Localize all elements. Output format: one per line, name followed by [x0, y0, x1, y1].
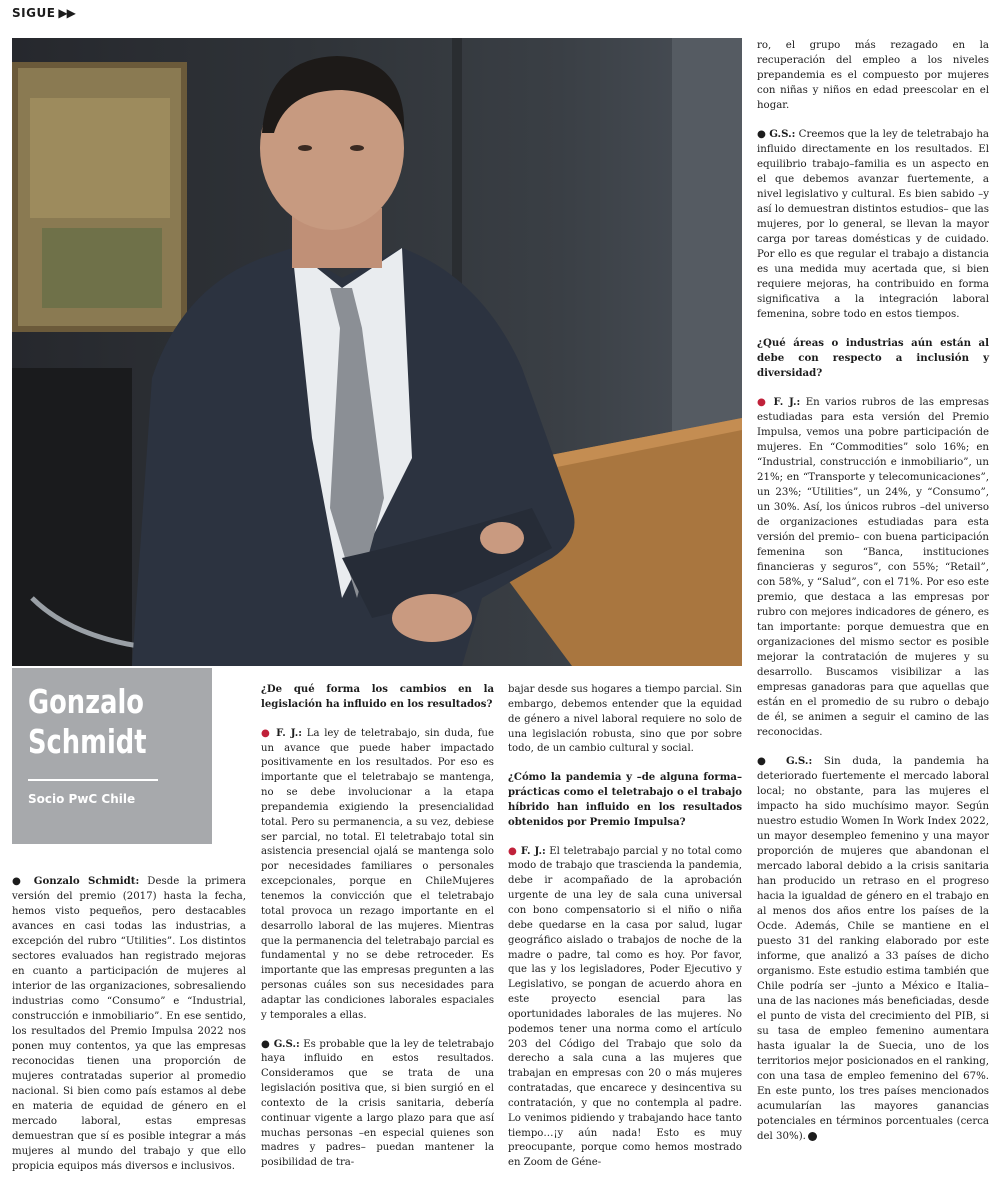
portrait-illustration — [12, 38, 742, 666]
answer-paragraph — [12, 874, 246, 1174]
text-column-3 — [508, 683, 742, 1171]
answer-text: El teletrabajo parcial y no total como modo de trabajo que trascienda la pandemia, debe ir acompañado de la aprobación urgente de una ley de sala cuna universal con bono compensatorio si el niño o niña debe quedarse en la casa por salud, lugar geográfico aislado o trabajos de noche de la madre o padre, tal como es hoy. Por favor, que las y los legisladores, Poder Ejecutivo y Legislativo, se pongan de acuerdo ahora en este proyecto esencial para las oportunidades laborales de las mujeres. No podemos tener una norma como el artículo 203 del Código del Trabajo que solo da derecho a sala cuna a las mujeres que trabajan en empresas con 20 o más mujeres contratadas, que encarece y desincentiva su contratación, y que no contempla al padre. Lo venimos pidiendo y trabajando hace tanto tiempo…¡y aún nada! Esto es muy preocupante, porque como hemos mostrado en Zoom de Géne- — [508, 845, 742, 1169]
last-name: Schmidt — [28, 722, 147, 761]
answer-paragraph — [508, 845, 742, 1172]
speaker-label: G.S.: — [769, 128, 796, 140]
answer-text: Desde la primera versión del premio (2017) hasta la fecha, hemos visto pequeños, pero destacables avances en casi todas las industrias, a excepción del rubro “Utilities”. Los distintos sectores evaluados han registrado mejoras en cuanto a participación de mujeres al interior de las organizaciones, sobresaliendo industrias como “Consumo” e “Industrial, construcción e inmobiliario”. En ese sentido, los resultados del Premio Impulsa 2022 nos ponen muy contentos, ya que las empresas reconocidas tienen una proporción de mujeres contratadas superior al promedio nacional. Si bien como país estamos al debe en materia de equidad de género en el mercado laboral, estas empresas demuestran que sí es posible integrar a más mujeres al mundo del trabajo y que ello propicia equipos más diversos e inclusivos. — [12, 876, 246, 1172]
answer-paragraph — [757, 395, 989, 740]
divider-rule — [28, 779, 158, 781]
bullet-icon: ● — [757, 129, 766, 140]
question-heading: ¿De qué forma los cambios en la legislación ha influido en los resultados? — [261, 684, 494, 710]
red-bullet-icon: ● — [757, 397, 769, 408]
answer-paragraph — [261, 1038, 494, 1172]
answer-paragraph — [757, 754, 989, 1144]
bullet-icon: ● — [12, 876, 26, 887]
text-column-2 — [261, 683, 494, 1171]
text-column-4 — [757, 38, 989, 1144]
sigue-text: SIGUE — [12, 6, 56, 20]
answer-text: La ley de teletrabajo, sin duda, fue un avance que puede haber impactado positivamente en los resultados. Por eso es importante que el teletrabajo se mantenga, no se debe involucionar a la etapa prepandemia exigiendo la presencialidad total. Pero su permanencia, a su vez, debiese ser parcial, no total. El teletrabajo total sin asistencia presencial ojalá se mantenga solo por necesidades familiares o personales excepcionales, porque en ChileMujeres tenemos la convicción que el teletrabajo total provoca un rezago importante en el desarrollo laboral de las mujeres. Mientras que la permanencia del teletrabajo parcial es fundamental y no se debe retroceder. Es importante que las empresas pregunten a las personas cuáles son sus necesidades para adaptar las condiciones laborales espaciales y temporales a ellas. — [261, 727, 494, 1021]
answer-text: Creemos que la ley de teletrabajo ha influido directamente en los resultados. El equilibrio trabajo–familia es un aspecto en el que debemos avanzar fuertemente, a nivel legislativo y cultural. Es bien sabido –y así lo demuestran distintos estudios– que las mujeres, por lo general, se llevan la mayor carga por tareas domésticas y de cuidado. Por ello es que regular el trabajo a distancia es una medida muy acertada que, si bien requiere mejoras, ha contribuido en forma significativa a la integración laboral femenina, sobre todo en estos tiempos. — [757, 129, 990, 320]
portrait-photo — [12, 38, 742, 666]
name-box — [12, 668, 212, 844]
answer-paragraph — [261, 727, 494, 1024]
first-name: Gonzalo — [28, 682, 145, 721]
bullet-icon: ● — [261, 1038, 271, 1050]
answer-text: En varios rubros de las empresas estudiadas para esta versión del Premio Impulsa, vemos una pobre participación de mujeres. En “Commodities” solo 16%; en “Industrial, construcción e inmobiliario”, un 21%; en “Transporte y telecomunicaciones”, un 23%; “Utilities”, un 24%, y “Consumo”, un 30%. Así, los únicos rubros –del universo de organizaciones estudiadas para esta versión del premio– con buena participación femenina son “Banca, instituciones financieras y seguros”, con 55%; “Retail”, con 58%, y “Salud”, con el 71%. Por eso este premio, que destaca a las empresas por rubro con mejores indicadores de género, es tan importante: porque demuestra que en organizaciones del mismo sector es posible mejorar la contratación de mujeres y su desarrollo. Buscamos visibilizar a las empresas ganadoras para que aquellas que están en el promedio de su rubro o debajo de él, se animen a seguir el camino de las reconocidas. — [757, 397, 990, 738]
red-bullet-icon: ● — [261, 727, 272, 739]
question-heading: ¿Qué áreas o industrias aún están al debe con respecto a inclusión y diversidad? — [757, 337, 989, 379]
continued-paragraph: bajar desde sus hogares a tiempo parcial. Sin embargo, debemos entender que la equidad de género a nivel laboral requiere no solo de una legislación robusta, sino que por sobre todo, de un cambio cultural y social. — [508, 684, 742, 755]
speaker-label: Gonzalo Schmidt: — [33, 875, 140, 887]
answer-paragraph — [757, 127, 989, 322]
speaker-label: G.S.: — [273, 1038, 300, 1050]
sigue-label — [12, 6, 75, 20]
speaker-label: F. J.: — [520, 845, 546, 857]
speaker-label: F. J.: — [276, 727, 303, 739]
answer-text: Es probable que la ley de teletrabajo haya influido en estos resultados. Consideramos que se trata de una legislación positiva que, si bien surgió en el contexto de la crisis sanitaria, debería continuar vigente a largo plazo para que así muchas personas –en especial quienes son madres y padres– puedan mantener la posibilidad de tra- — [261, 1038, 494, 1169]
speaker-label: G.S.: — [786, 755, 813, 767]
question-heading: ¿Cómo la pandemia y –de alguna forma– prácticas como el teletrabajo o el trabajo híbrido han influido en los resultados obtenidos por Premio Impulsa? — [508, 772, 742, 828]
continued-paragraph: ro, el grupo más rezagado en la recuperación del empleo a los niveles prepandemia es el compuesto por mujeres con niñas y niños en edad preescolar en el hogar. — [757, 40, 989, 111]
interviewee-role: Socio PwC Chile — [28, 792, 136, 806]
interviewee-name — [28, 682, 168, 762]
double-arrow-icon: ▶▶ — [58, 6, 75, 20]
text-column-1 — [12, 874, 246, 1174]
red-bullet-icon: ● — [508, 845, 518, 857]
bullet-icon: ● — [757, 756, 775, 767]
speaker-label: F. J.: — [773, 396, 801, 408]
answer-text: Sin duda, la pandemia ha deteriorado fuertemente el mercado laboral local; no obstante, para las mujeres el impacto ha sido muchísimo mayor. Según nuestro estudio Women In Work Index 2022, un mayor desempleo femenino y una mayor proporción de mujeres que abandonan el mercado laboral debido a la crisis sanitaria han producido un retraso en el progreso hacia la igualdad de género en el trabajo en al menos dos años entre los países de la Ocde. Además, Chile se mantiene en el puesto 31 del ranking elaborado por este informe, que analizó a 33 países de dicho organismo. Este estudio estima también que Chile podría ser –junto a México e Italia– una de las naciones más beneficiadas, desde el punto de vista del crecimiento del PIB, si su tasa de empleo femenino aumentara hasta igualar la de Suecia, uno de los territorios mejor posicionados en el ranking, con una tasa de empleo femenino del 67%. En este punto, los tres países mencionados acumularían las mayores ganancias potenciales en términos porcentuales (cerca del 30%). — [757, 756, 990, 1142]
end-of-article-icon — [808, 1132, 817, 1141]
